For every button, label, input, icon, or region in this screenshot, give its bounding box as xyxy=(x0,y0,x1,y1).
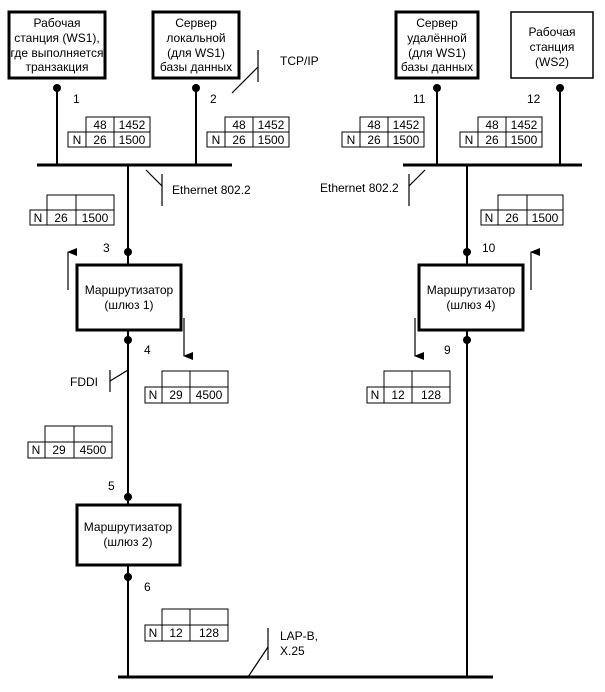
node-router4 xyxy=(419,265,523,330)
diagram-text: N xyxy=(346,133,356,147)
diagram-text: Маршрутизатор xyxy=(84,283,174,297)
diagram-text: 1452 xyxy=(257,118,285,132)
port-label-1: 1 xyxy=(73,92,80,106)
diagram-text: (для WS1) xyxy=(408,46,466,60)
diagram-text: N xyxy=(33,211,43,225)
port-dot-9 xyxy=(463,336,471,344)
lapb-label-2: X.25 xyxy=(280,644,305,658)
diagram-text: N xyxy=(148,626,158,640)
table-cell xyxy=(498,195,527,210)
port-label-12: 12 xyxy=(527,92,541,106)
ethernet-left-marker xyxy=(146,170,251,206)
diagram-text: 1500 xyxy=(118,133,146,147)
node-ws1 xyxy=(9,12,105,78)
header-table-11 xyxy=(342,117,424,147)
diagram-text: 26 xyxy=(93,133,107,147)
diagram-text: 48 xyxy=(367,118,381,132)
table-cell xyxy=(47,195,76,210)
diagram-text: Рабочая xyxy=(528,25,576,39)
diagram-text: 48 xyxy=(232,118,246,132)
node-server-remote xyxy=(396,12,478,78)
header-table-9 xyxy=(367,371,450,403)
diagram-text: 1500 xyxy=(392,133,420,147)
diagram-text: Сервер xyxy=(416,16,458,30)
header-table-10 xyxy=(481,195,563,225)
diagram-text: локальной xyxy=(166,31,226,45)
diagram-text: 128 xyxy=(198,626,220,640)
diagram-text: N xyxy=(211,133,221,147)
tcp-ip-label: TCP/IP xyxy=(280,54,319,68)
port-dot-6 xyxy=(124,573,132,581)
marker-line xyxy=(110,370,128,381)
diagram-text: (шлюз 1) xyxy=(104,298,154,312)
diagram-text: Маршрутизатор xyxy=(83,520,173,534)
diagram-text: станция xyxy=(529,40,575,54)
ethernet-left-label: Ethernet 802.2 xyxy=(172,183,251,197)
node-router1 xyxy=(77,265,181,330)
diagram-text: 29 xyxy=(52,443,66,457)
diagram-text: базы данных xyxy=(159,60,233,74)
port-dot-1 xyxy=(53,84,61,92)
diagram-text: N xyxy=(370,388,380,402)
diagram-text: N xyxy=(31,443,41,457)
header-table-12 xyxy=(460,117,542,147)
header-table-3 xyxy=(30,195,114,225)
diagram-text: (шлюз 2) xyxy=(103,535,153,549)
fddi-label: FDDI xyxy=(70,375,98,389)
node-ws2 xyxy=(511,12,593,78)
diagram-text: N xyxy=(484,211,494,225)
marker-line xyxy=(409,170,425,186)
diagram-text: где выполняется xyxy=(10,46,104,60)
table-cell xyxy=(45,426,74,442)
lapb-label-1: LAP-B, xyxy=(280,629,319,643)
diagram-text: N xyxy=(72,133,82,147)
header-table-6 xyxy=(145,609,228,641)
diagram-text: 4500 xyxy=(195,388,223,402)
header-table-1 xyxy=(68,117,150,147)
diagram-text: станция (WS1), xyxy=(14,31,100,45)
fddi-marker xyxy=(70,370,128,392)
port-dot-4 xyxy=(124,336,132,344)
table-cell xyxy=(76,195,114,210)
marker-line xyxy=(248,647,268,677)
port-label-2: 2 xyxy=(210,92,217,106)
diagram-text: 12 xyxy=(391,388,405,402)
diagram-text: 1452 xyxy=(510,118,538,132)
diagram-text: 128 xyxy=(420,388,442,402)
table-cell xyxy=(190,609,228,625)
ethernet-right-label: Ethernet 802.2 xyxy=(320,181,399,195)
port-dot-10 xyxy=(463,248,471,256)
port-label-11: 11 xyxy=(413,92,426,106)
port-label-9: 9 xyxy=(444,343,451,357)
diagram-text: 48 xyxy=(93,118,107,132)
table-cell xyxy=(412,371,450,387)
diagram-text: (для WS1) xyxy=(167,46,225,60)
port-label-5: 5 xyxy=(108,479,115,493)
table-cell xyxy=(162,609,190,625)
port-label-6: 6 xyxy=(144,580,151,594)
diagram-text: (шлюз 4) xyxy=(446,298,496,312)
diagram-text: 29 xyxy=(169,388,183,402)
header-table-5 xyxy=(28,426,112,458)
port-label-4: 4 xyxy=(144,343,151,357)
diagram-text: 48 xyxy=(485,118,499,132)
lapb-marker xyxy=(248,628,318,677)
diagram-text: 1500 xyxy=(257,133,285,147)
table-cell xyxy=(74,426,112,442)
diagram-text: N xyxy=(148,388,158,402)
diagram-text: 1500 xyxy=(510,133,538,147)
port-dot-5 xyxy=(124,493,132,501)
node-router2 xyxy=(77,505,180,565)
port-label-3: 3 xyxy=(103,241,110,255)
header-table-4 xyxy=(145,371,228,403)
marker-line xyxy=(146,170,162,186)
diagram-text: 26 xyxy=(505,211,519,225)
port-dot-2 xyxy=(192,84,200,92)
tcp-ip-marker xyxy=(232,50,319,93)
diagram-text: 26 xyxy=(367,133,381,147)
table-cell xyxy=(162,371,190,387)
node-server-local xyxy=(153,12,239,78)
table-cell xyxy=(384,371,412,387)
diagram-text: 1452 xyxy=(392,118,420,132)
diagram-text: 12 xyxy=(169,626,183,640)
diagram-text: 1452 xyxy=(118,118,146,132)
diagram-text: удалённой xyxy=(407,31,467,45)
diagram-text: N xyxy=(464,133,474,147)
diagram-text: 26 xyxy=(485,133,499,147)
table-cell xyxy=(190,371,228,387)
diagram-text: 4500 xyxy=(79,443,107,457)
diagram-text: Сервер xyxy=(175,16,217,30)
port-label-10: 10 xyxy=(482,241,496,255)
diagram-text: Рабочая xyxy=(33,16,81,30)
diagram-text: 26 xyxy=(232,133,246,147)
port-dot-12 xyxy=(556,84,564,92)
table-cell xyxy=(527,195,563,210)
diagram-text: 1500 xyxy=(81,211,109,225)
diagram-text: базы данных xyxy=(400,60,474,74)
diagram-text: 26 xyxy=(54,211,68,225)
diagram-text: 1500 xyxy=(531,211,559,225)
ethernet-right-marker xyxy=(320,170,425,206)
diagram-text: транзакция xyxy=(25,60,89,74)
header-table-2 xyxy=(207,117,289,147)
port-dot-11 xyxy=(433,84,441,92)
diagram-text: Маршрутизатор xyxy=(426,283,516,297)
diagram-text: (WS2) xyxy=(535,55,569,69)
port-dot-3 xyxy=(124,248,132,256)
